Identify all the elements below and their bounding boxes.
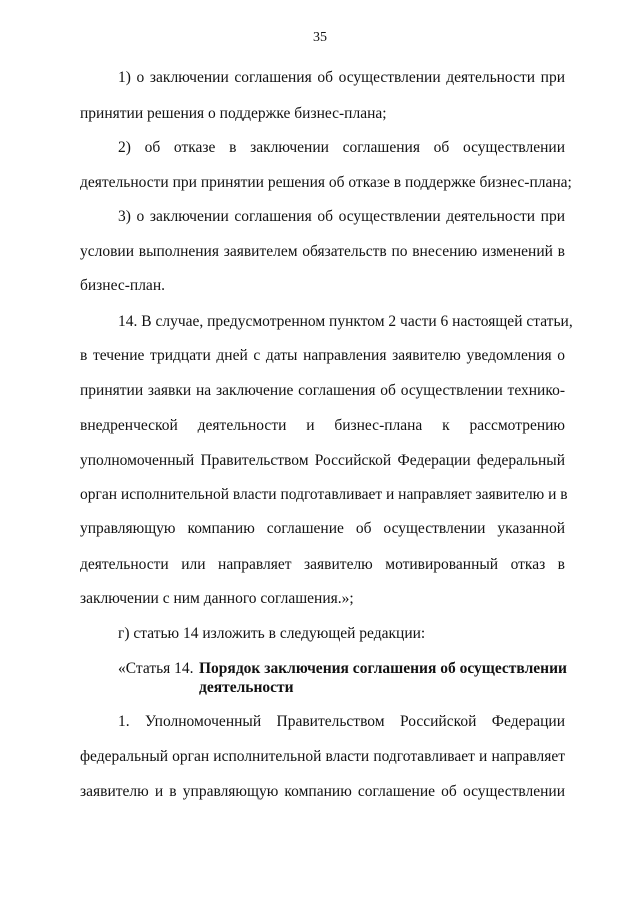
article-title-line-2: деятельности [199, 679, 294, 696]
paragraph-line: внедренческой деятельности и бизнес-плана к рассмотрению [80, 417, 565, 434]
paragraph-line: 14. В случае, предусмотренном пунктом 2 части 6 настоящей статьи, [118, 313, 573, 330]
paragraph-line: заявителю и в управляющую компанию соглашение об осуществлении [80, 783, 565, 800]
paragraph-line: принятии решения о поддержке бизнес-плана; [80, 105, 387, 122]
page-number: 35 [313, 30, 327, 45]
paragraph-line: принятии заявки на заключение соглашения об осуществлении технико- [80, 382, 565, 399]
paragraph-line: в течение тридцати дней с даты направления заявителю уведомления о [80, 347, 565, 364]
paragraph-line: деятельности или направляет заявителю мотивированный отказ в [80, 556, 565, 573]
paragraph-line: федеральный орган исполнительной власти подготавливает и направляет [80, 748, 565, 765]
paragraph-line: орган исполнительной власти подготавливает и направляет заявителю и в [80, 486, 568, 503]
paragraph-line: управляющую компанию соглашение об осуществлении указанной [80, 520, 565, 537]
paragraph-line: деятельности при принятии решения об отказе в поддержке бизнес-плана; [80, 174, 572, 191]
paragraph-line: заключении с ним данного соглашения.»; [80, 590, 354, 607]
paragraph-line: 1. Уполномоченный Правительством Российской Федерации [118, 713, 565, 730]
paragraph-line: 1) о заключении соглашения об осуществлении деятельности при [118, 69, 565, 86]
paragraph-line: 3) о заключении соглашения об осуществлении деятельности при [118, 208, 565, 225]
article-prefix: «Статья 14. [118, 660, 194, 677]
paragraph-line: 2) об отказе в заключении соглашения об осуществлении [118, 139, 565, 156]
paragraph-line: условии выполнения заявителем обязательств по внесению изменений в [80, 243, 565, 260]
paragraph-line: г) статью 14 изложить в следующей редакции: [118, 625, 426, 642]
paragraph-line: уполномоченный Правительством Российской Федерации федеральный [80, 452, 565, 469]
article-title-line-1: Порядок заключения соглашения об осуществлении [199, 660, 567, 677]
paragraph-line: бизнес-план. [80, 277, 165, 294]
